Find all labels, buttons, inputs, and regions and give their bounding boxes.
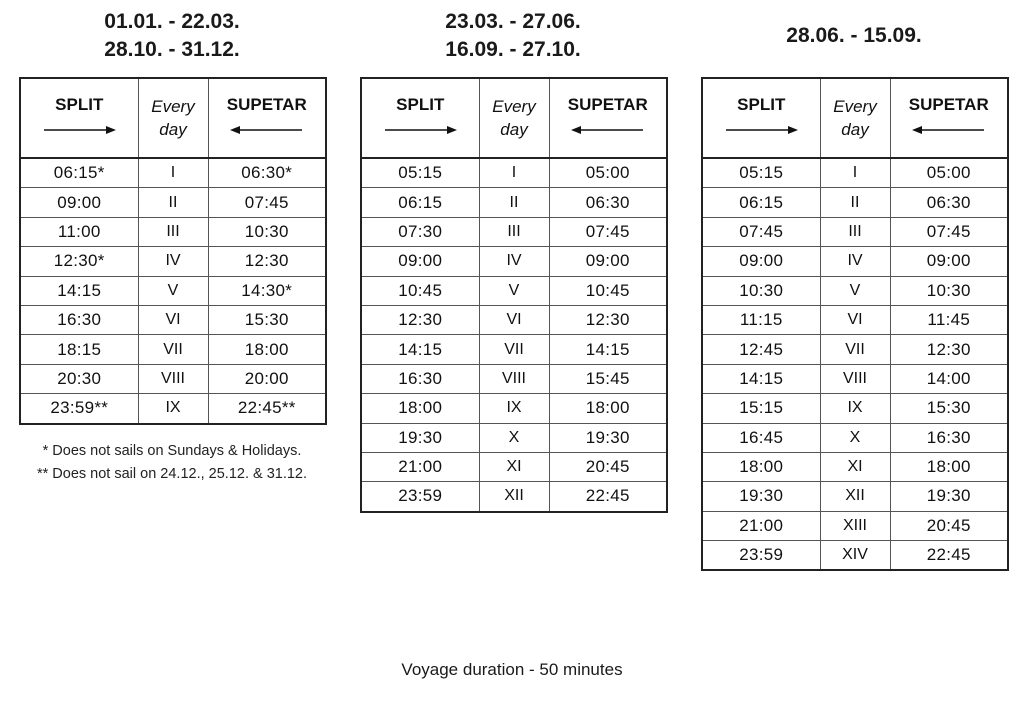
- trip-number: IV: [820, 247, 890, 276]
- period-heading-2: [361, 8, 665, 64]
- supetar-departure-time: 12:30: [208, 247, 326, 276]
- table-row: [702, 511, 1008, 540]
- supetar-departure-time: 07:45: [208, 188, 326, 217]
- table-row: [702, 188, 1008, 217]
- split-departure-time: 06:15*: [20, 158, 138, 188]
- arrow-right-icon: [383, 125, 457, 135]
- table-row: [702, 247, 1008, 276]
- table-row: [361, 335, 667, 364]
- table-row: [361, 158, 667, 188]
- trip-number: I: [138, 158, 208, 188]
- split-departure-time: 21:00: [702, 511, 820, 540]
- split-departure-time: 12:30: [361, 305, 479, 334]
- arrow-left-icon: [230, 125, 304, 135]
- split-departure-time: 16:30: [20, 305, 138, 334]
- table-row: [20, 394, 326, 424]
- frequency-label-day: day: [500, 120, 528, 139]
- table-row: [702, 335, 1008, 364]
- supetar-departure-time: 12:30: [549, 305, 667, 334]
- trip-number: IV: [479, 247, 549, 276]
- split-departure-time: 23:59: [361, 482, 479, 512]
- split-departure-time: 14:15: [20, 276, 138, 305]
- split-departure-time: 14:15: [361, 335, 479, 364]
- supetar-departure-time: 15:30: [208, 305, 326, 334]
- table-row: [702, 423, 1008, 452]
- table-row: [361, 188, 667, 217]
- supetar-label: SUPETAR: [226, 95, 307, 114]
- trip-number: XIV: [820, 541, 890, 571]
- table-row: [20, 217, 326, 246]
- table-row: [20, 364, 326, 393]
- split-departure-time: 10:30: [702, 276, 820, 305]
- table-row: [361, 423, 667, 452]
- supetar-departure-time: 15:30: [890, 394, 1008, 423]
- supetar-departure-time: 22:45: [890, 541, 1008, 571]
- split-departure-time: 09:00: [702, 247, 820, 276]
- footnotes: [12, 440, 332, 486]
- voyage-duration: Voyage duration - 50 minutes: [401, 660, 623, 679]
- split-departure-time: 05:15: [702, 158, 820, 188]
- header-row: [702, 78, 1008, 158]
- trip-number: VIII: [138, 364, 208, 393]
- supetar-departure-time: 20:45: [549, 452, 667, 481]
- split-departure-time: 18:00: [702, 452, 820, 481]
- trip-number: VIII: [820, 364, 890, 393]
- trip-number: II: [479, 188, 549, 217]
- supetar-departure-time: 06:30*: [208, 158, 326, 188]
- supetar-column-header: [549, 78, 667, 158]
- trip-number: VI: [138, 305, 208, 334]
- period-heading-3: [702, 22, 1006, 50]
- footnote-sundays: * Does not sails on Sundays & Holidays.: [42, 443, 302, 459]
- supetar-column-header: [208, 78, 326, 158]
- trip-number: V: [138, 276, 208, 305]
- split-departure-time: 06:15: [361, 188, 479, 217]
- period-line-2: 16.09. - 27.10.: [445, 38, 581, 61]
- trip-number: XI: [479, 452, 549, 481]
- schedule-table-3: [701, 77, 1009, 571]
- trip-number: XI: [820, 452, 890, 481]
- table-row: [702, 305, 1008, 334]
- supetar-departure-time: 20:45: [890, 511, 1008, 540]
- trip-number: III: [479, 217, 549, 246]
- frequency-label-day: day: [159, 120, 187, 139]
- supetar-departure-time: 14:15: [549, 335, 667, 364]
- frequency-column-header: [138, 78, 208, 158]
- trip-number: VII: [479, 335, 549, 364]
- trip-number: II: [820, 188, 890, 217]
- split-column-header: [361, 78, 479, 158]
- supetar-column-header: [890, 78, 1008, 158]
- trip-number: IX: [138, 394, 208, 424]
- trip-number: VII: [820, 335, 890, 364]
- trip-number: XII: [479, 482, 549, 512]
- supetar-departure-time: 14:00: [890, 364, 1008, 393]
- table-row: [361, 217, 667, 246]
- table-row: [702, 276, 1008, 305]
- trip-number: VIII: [479, 364, 549, 393]
- table-row: [361, 394, 667, 423]
- supetar-departure-time: 16:30: [890, 423, 1008, 452]
- split-departure-time: 06:15: [702, 188, 820, 217]
- supetar-departure-time: 20:00: [208, 364, 326, 393]
- supetar-departure-time: 19:30: [890, 482, 1008, 511]
- trip-number: VI: [479, 305, 549, 334]
- table-row: [702, 394, 1008, 423]
- table-row: [361, 452, 667, 481]
- split-departure-time: 10:45: [361, 276, 479, 305]
- trip-number: I: [479, 158, 549, 188]
- split-departure-time: 11:00: [20, 217, 138, 246]
- frequency-label-every: Every: [833, 97, 877, 116]
- split-departure-time: 07:30: [361, 217, 479, 246]
- supetar-departure-time: 12:30: [890, 335, 1008, 364]
- supetar-label: SUPETAR: [567, 95, 648, 114]
- table-row: [361, 364, 667, 393]
- split-departure-time: 19:30: [361, 423, 479, 452]
- table-row: [702, 158, 1008, 188]
- split-label: SPLIT: [55, 95, 104, 114]
- period-line-1: 23.03. - 27.06.: [445, 10, 581, 33]
- period-heading-1: [20, 8, 324, 64]
- split-departure-time: 16:30: [361, 364, 479, 393]
- table-row: [361, 305, 667, 334]
- split-departure-time: 18:00: [361, 394, 479, 423]
- schedule-table-2: [360, 77, 668, 513]
- supetar-departure-time: 10:30: [208, 217, 326, 246]
- frequency-column-header: [479, 78, 549, 158]
- split-departure-time: 07:45: [702, 217, 820, 246]
- supetar-departure-time: 09:00: [549, 247, 667, 276]
- split-departure-time: 15:15: [702, 394, 820, 423]
- frequency-label-day: day: [841, 120, 869, 139]
- split-departure-time: 20:30: [20, 364, 138, 393]
- trip-number: IX: [479, 394, 549, 423]
- table-row: [20, 335, 326, 364]
- split-departure-time: 16:45: [702, 423, 820, 452]
- split-departure-time: 23:59**: [20, 394, 138, 424]
- supetar-departure-time: 06:30: [890, 188, 1008, 217]
- arrow-left-icon: [912, 125, 986, 135]
- frequency-label-every: Every: [492, 97, 536, 116]
- supetar-departure-time: 07:45: [890, 217, 1008, 246]
- period-line-1: 28.06. - 15.09.: [786, 24, 922, 47]
- trip-number: III: [138, 217, 208, 246]
- table-row: [361, 247, 667, 276]
- footnote-holidays: ** Does not sail on 24.12., 25.12. & 31.12.: [36, 466, 308, 482]
- split-departure-time: 11:15: [702, 305, 820, 334]
- table-row: [20, 305, 326, 334]
- supetar-departure-time: 10:30: [890, 276, 1008, 305]
- supetar-departure-time: 05:00: [549, 158, 667, 188]
- table-row: [702, 541, 1008, 571]
- trip-number: VI: [820, 305, 890, 334]
- header-row: [361, 78, 667, 158]
- supetar-departure-time: 07:45: [549, 217, 667, 246]
- supetar-departure-time: 18:00: [890, 452, 1008, 481]
- supetar-departure-time: 15:45: [549, 364, 667, 393]
- supetar-departure-time: 10:45: [549, 276, 667, 305]
- period-line-2: 28.10. - 31.12.: [104, 38, 240, 61]
- table-row: [702, 452, 1008, 481]
- split-departure-time: 21:00: [361, 452, 479, 481]
- trip-number: II: [138, 188, 208, 217]
- schedule-table-1: [19, 77, 327, 425]
- arrow-left-icon: [571, 125, 645, 135]
- supetar-departure-time: 18:00: [208, 335, 326, 364]
- split-departure-time: 19:30: [702, 482, 820, 511]
- split-departure-time: 12:45: [702, 335, 820, 364]
- split-departure-time: 09:00: [20, 188, 138, 217]
- supetar-departure-time: 11:45: [890, 305, 1008, 334]
- split-departure-time: 14:15: [702, 364, 820, 393]
- table-row: [361, 276, 667, 305]
- split-column-header: [702, 78, 820, 158]
- supetar-departure-time: 18:00: [549, 394, 667, 423]
- trip-number: XII: [820, 482, 890, 511]
- header-row: [20, 78, 326, 158]
- trip-number: I: [820, 158, 890, 188]
- table-row: [702, 217, 1008, 246]
- arrow-right-icon: [42, 125, 116, 135]
- table-row: [20, 188, 326, 217]
- table-row: [702, 364, 1008, 393]
- trip-number: X: [479, 423, 549, 452]
- trip-number: XIII: [820, 511, 890, 540]
- period-line-1: 01.01. - 22.03.: [104, 10, 240, 33]
- frequency-column-header: [820, 78, 890, 158]
- trip-number: X: [820, 423, 890, 452]
- trip-number: III: [820, 217, 890, 246]
- trip-number: VII: [138, 335, 208, 364]
- trip-number: V: [820, 276, 890, 305]
- supetar-departure-time: 06:30: [549, 188, 667, 217]
- supetar-departure-time: 09:00: [890, 247, 1008, 276]
- trip-number: V: [479, 276, 549, 305]
- split-departure-time: 18:15: [20, 335, 138, 364]
- trip-number: IX: [820, 394, 890, 423]
- table-row: [20, 158, 326, 188]
- split-label: SPLIT: [396, 95, 445, 114]
- split-departure-time: 12:30*: [20, 247, 138, 276]
- table-row: [361, 482, 667, 512]
- split-departure-time: 09:00: [361, 247, 479, 276]
- trip-number: IV: [138, 247, 208, 276]
- split-column-header: [20, 78, 138, 158]
- table-row: [702, 482, 1008, 511]
- split-departure-time: 23:59: [702, 541, 820, 571]
- split-departure-time: 05:15: [361, 158, 479, 188]
- split-label: SPLIT: [737, 95, 786, 114]
- supetar-label: SUPETAR: [908, 95, 989, 114]
- supetar-departure-time: 14:30*: [208, 276, 326, 305]
- supetar-departure-time: 22:45: [549, 482, 667, 512]
- supetar-departure-time: 22:45**: [208, 394, 326, 424]
- arrow-right-icon: [724, 125, 798, 135]
- supetar-departure-time: 19:30: [549, 423, 667, 452]
- table-row: [20, 276, 326, 305]
- supetar-departure-time: 05:00: [890, 158, 1008, 188]
- frequency-label-every: Every: [151, 97, 195, 116]
- table-row: [20, 247, 326, 276]
